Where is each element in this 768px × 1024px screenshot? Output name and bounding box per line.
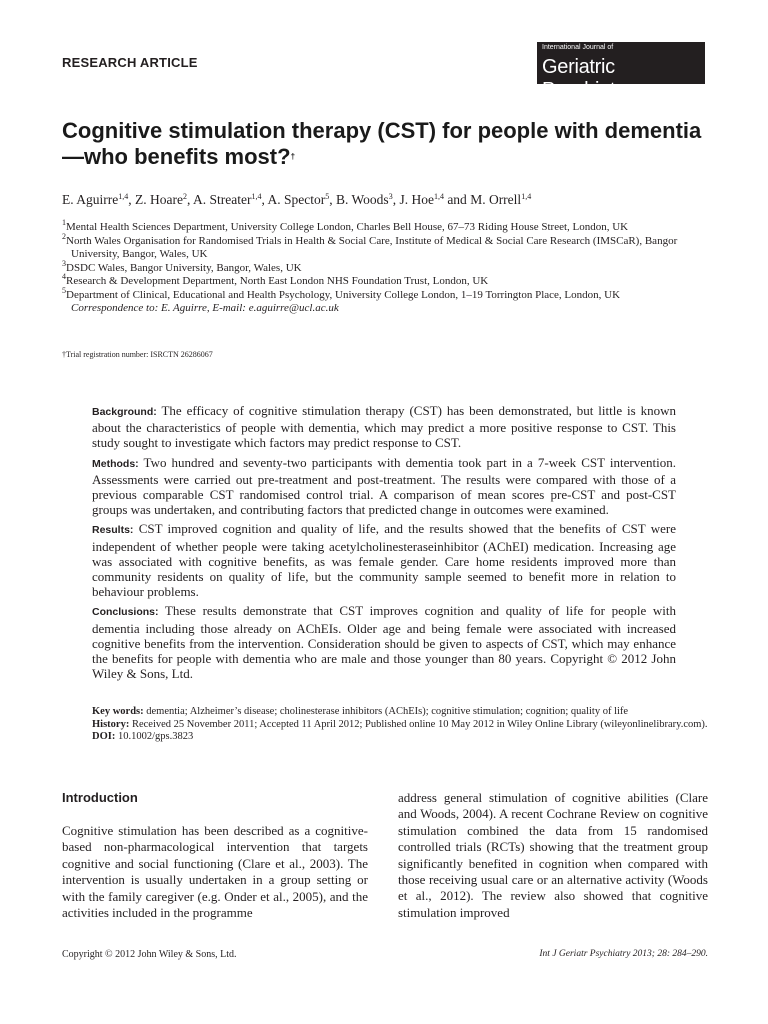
body-text-column-left: Cognitive stimulation has been described as a cognitive-based non-pharmacological intervention that targets cognitive and social functioning (Clare et al., 2003). The intervention is usually undertaken in a group setting or with the family caregiver (e.g. Onder et al., 2005), and the activities included in the programme xyxy=(62,823,368,921)
affiliation-number: 1 xyxy=(62,218,66,227)
journal-logo-small-text: International Journal of xyxy=(542,44,614,51)
author-list: E. Aguirre$^{1,4}$, Z. Hoare$^2$, A. Streater$^{1,4}$, A. Spector$^5$, B. Woods$^3$, J. Hoe$^{1,4}$ and M. Orrell$^{1,4}$ xyxy=(62,192,532,207)
history-text: Received 25 November 2011; Accepted 11 April 2012; Published online 10 May 2012 in Wiley Online Library (wileyonlinelibrary.com). xyxy=(131,718,708,730)
affiliations xyxy=(62,218,722,316)
doi-label: DOI: xyxy=(92,731,116,742)
article-title-text: Cognitive stimulation therapy (CST) for people with dementia—who benefits most? xyxy=(62,118,702,169)
abstract-results xyxy=(92,521,676,599)
author-affiliation: 1,4 xyxy=(433,192,444,201)
abstract-text: CST improved cognition and quality of life, and the results showed that the benefits of CST were independent of whether people were taking acetylcholinesteraseinhibitor (AChEI) medication. Increasing age was associated with cognitive benefits, as was female gender. Care home residents improved more than community residents on quality of life, but the community sample seemed to benefit more in relation to behaviour problems. xyxy=(92,521,677,600)
article-title xyxy=(62,118,702,170)
history xyxy=(92,719,712,732)
affiliation xyxy=(62,272,722,289)
author: A. Streater xyxy=(193,192,252,207)
affiliation-number: 2 xyxy=(62,231,66,241)
affiliation-text: Mental Health Sciences Department, University College London, Charles Bell House, 67–73 Riding House Street, London, UK xyxy=(66,221,629,233)
author-affiliation: 5 xyxy=(325,192,330,201)
affiliation xyxy=(62,231,722,249)
author: J. Hoe xyxy=(399,192,434,207)
abstract-heading: Methods: xyxy=(92,457,139,470)
author: E. Aguirre xyxy=(62,192,119,207)
affiliation-number: 4 xyxy=(62,272,66,281)
abstract-heading: Background: xyxy=(92,406,157,418)
author-affiliation: 1,4 xyxy=(251,192,262,201)
abstract-conclusions xyxy=(92,603,676,681)
affiliation-text: North Wales Organisation for Randomised Trials in Health & Social Care, Institute of Medical & Social Care Research (IMSCaR), Bangor xyxy=(66,234,678,247)
author: A. Spector xyxy=(267,192,326,207)
author-affiliation: 2 xyxy=(182,192,187,201)
affiliation xyxy=(62,258,722,276)
affiliation xyxy=(62,218,722,235)
abstract-text: These results demonstrate that CST improves cognition and quality of life for people with dementia including those already on AChEIs. Older age and being female were associated with increased cognitive benefits from the intervention. Consideration should be given to aspects of CST, which may enhance the benefits for people with dementia who are male and those younger than 80 years. Copyright © 2012 John Wiley & Sons, Ltd. xyxy=(92,603,676,682)
affiliation-continued: University, Bangor, Wales, UK xyxy=(71,248,208,260)
journal-logo-name: Geriatric Psychiatry xyxy=(542,56,632,101)
body-text-column-right: address general stimulation of cognitive abilities (Clare and Woods, 2004). A recent Cochrane Review on cognitive stimulation combined the data from 15 randomised controlled trials (RCTs) showing that the treatment group significantly benefited in cognition when compared with those receiving usual care or an alternative activity (Woods et al., 2012). The review also showed that cognitive stimulation improved xyxy=(398,790,708,920)
abstract xyxy=(92,403,676,685)
article-type-label: RESEARCH ARTICLE xyxy=(62,55,198,70)
abstract-methods xyxy=(92,455,676,518)
abstract-background xyxy=(92,403,676,451)
title-footnote-mark: † xyxy=(290,152,296,161)
journal-logo xyxy=(537,42,705,101)
keywords-text: dementia; Alzheimer’s disease; cholinesterase inhibitors (AChEIs); cognitive stimulation; cognition; quality of life xyxy=(146,706,629,717)
footer-citation: Int J Geriatr Psychiatry 2013; 28: 284–290. xyxy=(539,949,708,959)
doi xyxy=(92,731,712,744)
footer-copyright: Copyright © 2012 John Wiley & Sons, Ltd. xyxy=(62,949,237,960)
affiliation-number: 3 xyxy=(62,258,66,268)
trial-registration-note: †Trial registration number: ISRCTN 26286067 xyxy=(62,350,213,359)
affiliation-text: Research & Development Department, North East London NHS Foundation Trust, London, UK xyxy=(66,275,489,287)
correspondence: Correspondence to: E. Aguirre, E-mail: e.aguirre@ucl.ac.uk xyxy=(71,302,339,314)
history-label: History: xyxy=(92,718,130,730)
author: B. Woods xyxy=(336,192,389,207)
author: Z. Hoare xyxy=(135,192,183,207)
keywords-label: Key words: xyxy=(92,706,144,717)
author-affiliation: 1,4 xyxy=(118,192,129,201)
affiliation-text: Department of Clinical, Educational and Health Psychology, University College London, 1–19 Torrington Place, London, UK xyxy=(66,288,621,301)
abstract-heading: Results: xyxy=(92,524,134,537)
author-affiliation: 3 xyxy=(388,192,393,201)
author-affiliation: 1,4 xyxy=(521,192,532,201)
author: M. Orrell xyxy=(470,192,522,207)
doi-link[interactable]: 10.1002/gps.3823 xyxy=(117,731,194,742)
article-metadata xyxy=(92,706,712,744)
section-heading-introduction: Introduction xyxy=(62,790,138,805)
keywords xyxy=(92,706,712,719)
abstract-text: Two hundred and seventy-two participants with dementia took part in a 7-week CST intervention. Assessments were carried out pre-treatment and post-treatment. The results were compared with those of a previous comparable CST randomised control trial. A comparison of mean scores pre-CST and post-CST groups was undertaken, and contributing factors that predicted change in outcomes were examined. xyxy=(92,454,677,518)
affiliation-number: 5 xyxy=(62,285,66,295)
affiliation-text: DSDC Wales, Bangor University, Bangor, Wales, UK xyxy=(66,261,302,274)
abstract-text: The efficacy of cognitive stimulation therapy (CST) has been demonstrated, but little is known about the characteristics of people with dementia, which may predict a more positive response to CST. This study sought to investigate which factors may predict response to CST. xyxy=(92,403,677,451)
abstract-heading: Conclusions: xyxy=(92,606,159,619)
affiliation xyxy=(62,285,722,303)
